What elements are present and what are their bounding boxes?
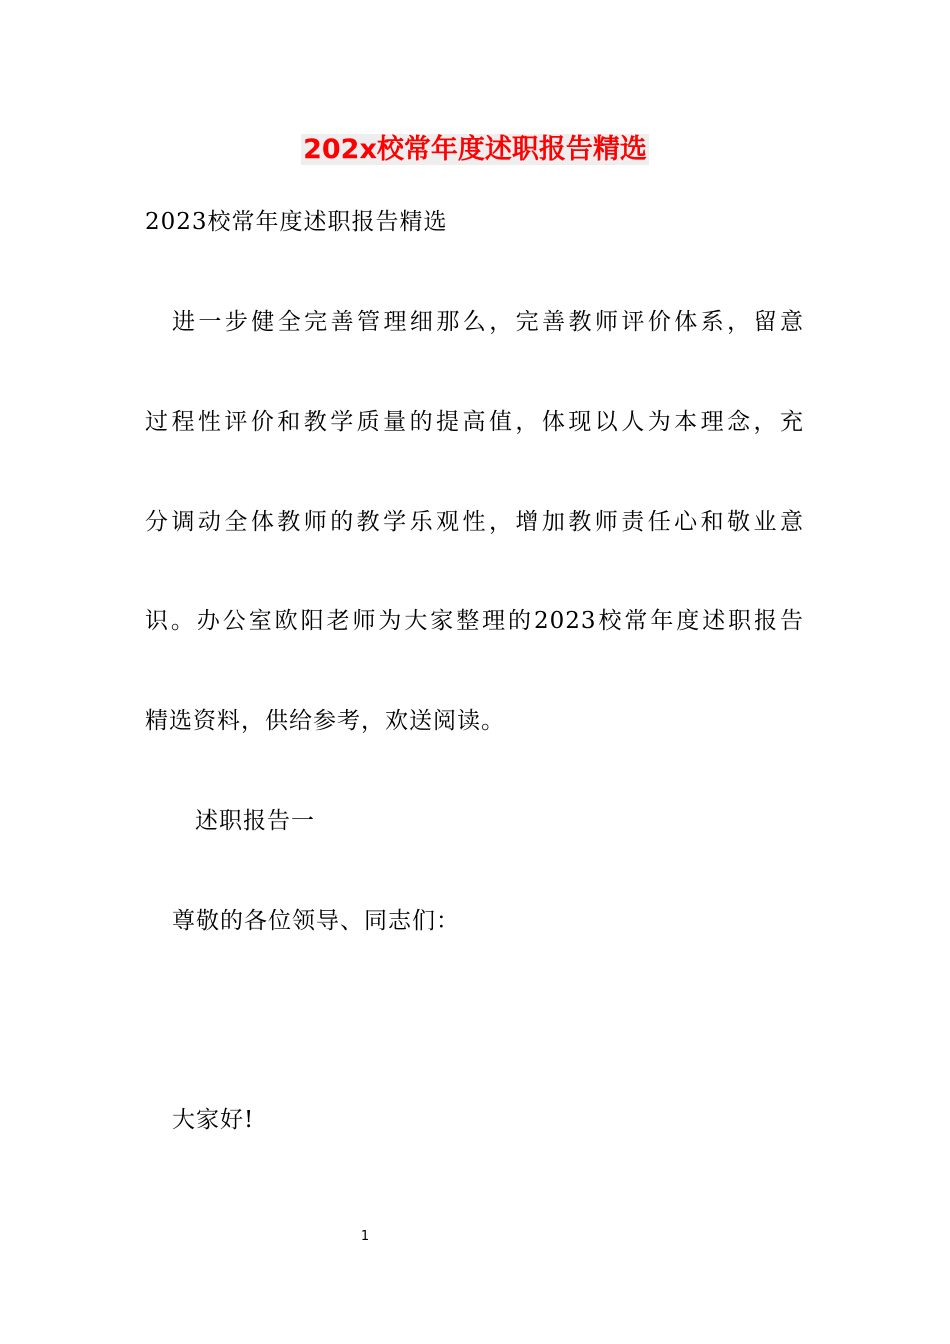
- paragraph-line-3: 分调动全体教师的教学乐观性，增加教师责任心和敬业意: [145, 509, 804, 535]
- paragraph-line-4: 识。办公室欧阳老师为大家整理的2023校常年度述职报告: [145, 608, 804, 634]
- document-title-text: 202x校常年度述职报告精选: [303, 134, 647, 165]
- greeting: 大家好!: [172, 1107, 255, 1133]
- paragraph-line-1: 进一步健全完善管理细那么，完善教师评价体系，留意: [172, 309, 804, 335]
- paragraph-line-5: 精选资料，供给参考，欢送阅读。: [145, 708, 505, 734]
- salutation: 尊敬的各位领导、同志们：: [172, 908, 460, 934]
- document-subtitle: 2023校常年度述职报告精选: [145, 209, 448, 235]
- section-heading: 述职报告一: [195, 808, 315, 834]
- page-number: 1: [360, 1229, 370, 1244]
- document-title: [0, 130, 950, 170]
- paragraph-line-2: 过程性评价和教学质量的提高值，体现以人为本理念，充: [145, 409, 804, 435]
